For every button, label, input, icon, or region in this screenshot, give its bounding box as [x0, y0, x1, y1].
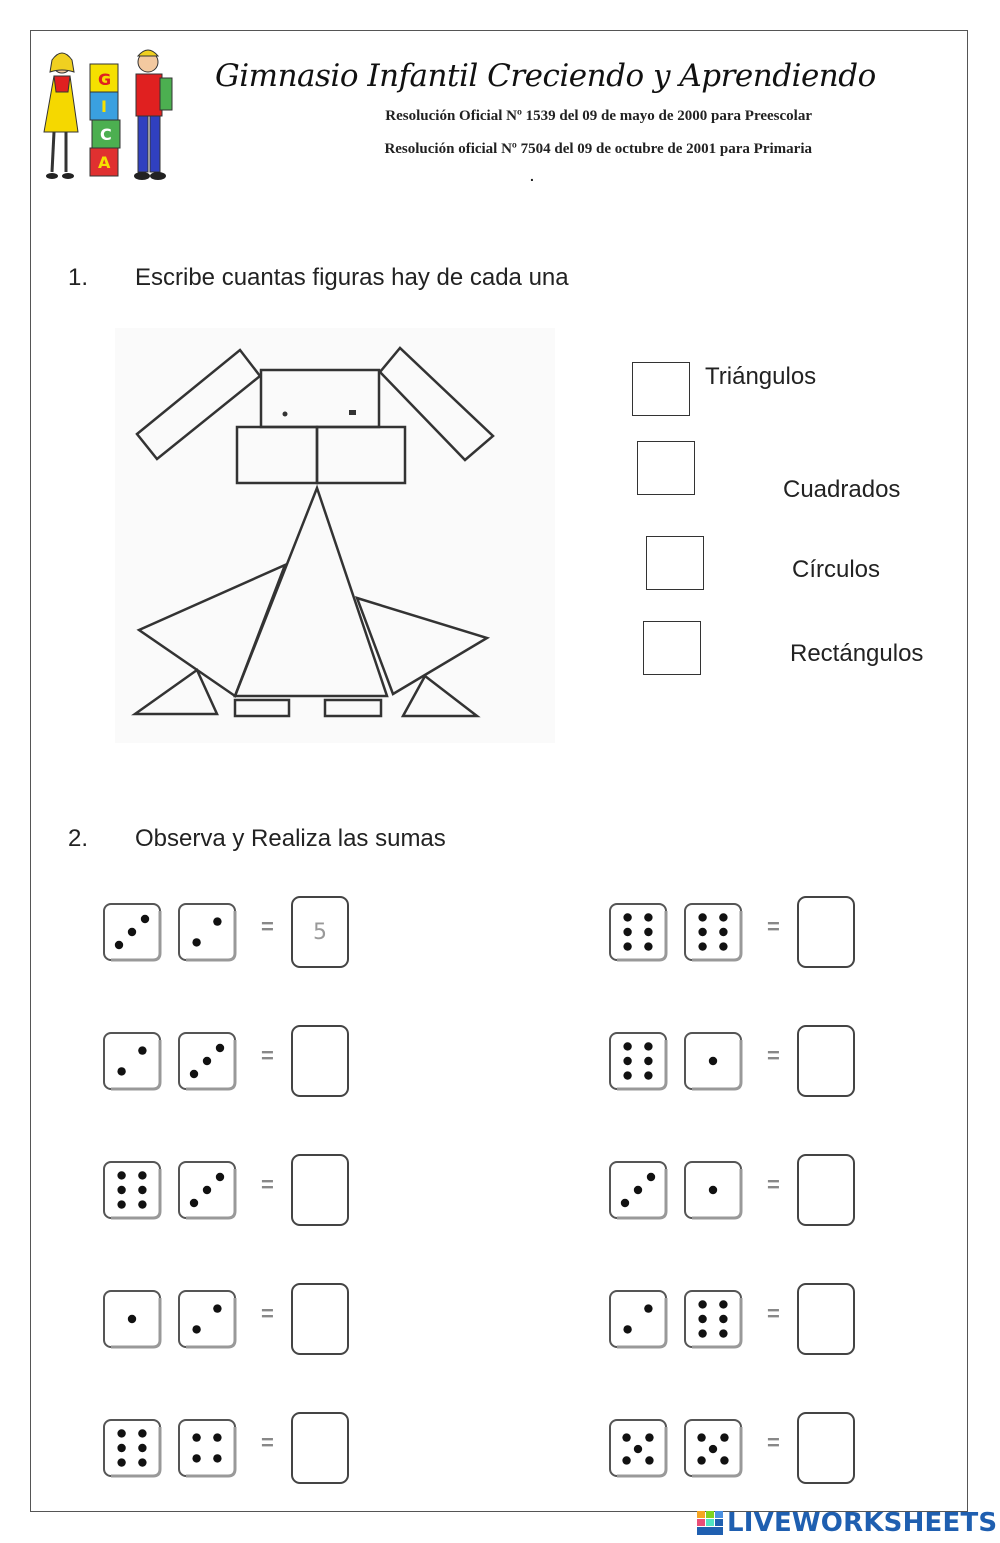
- dice-pip: [698, 913, 706, 921]
- question-2-number: 2.: [68, 825, 89, 852]
- dice-pip: [719, 1315, 727, 1323]
- dice-pip: [697, 1433, 705, 1441]
- dice-10-a: [608, 1418, 668, 1478]
- dice-pip: [192, 938, 200, 946]
- brand-name: LIVEWORKSHEETS: [727, 1508, 998, 1538]
- sum-answer-box-2[interactable]: [797, 896, 855, 968]
- sum-answer-box-8[interactable]: [797, 1283, 855, 1355]
- sum-answer-box-7[interactable]: [291, 1283, 349, 1355]
- dice-pip: [623, 1071, 631, 1079]
- liveworksheets-brand: [697, 1507, 997, 1539]
- dice-2-a: [608, 902, 668, 962]
- dice-pip: [216, 1173, 224, 1181]
- sum-answer-box-1[interactable]: 5: [291, 896, 349, 968]
- equals-sign: =: [767, 1043, 780, 1068]
- answer-box-circles[interactable]: [646, 536, 704, 590]
- dice-pip: [644, 913, 652, 921]
- dice-pip: [644, 1304, 652, 1312]
- dice-pip: [645, 1433, 653, 1441]
- dice-pip: [117, 1067, 125, 1075]
- dice-pip: [645, 1456, 653, 1464]
- dice-9-b: [177, 1418, 237, 1478]
- dice-7-a: [102, 1289, 162, 1349]
- sum-answer-box-4[interactable]: [797, 1025, 855, 1097]
- dice-pip: [634, 1186, 642, 1194]
- dice-pip: [203, 1186, 211, 1194]
- dice-pip: [117, 1429, 125, 1437]
- dice-8-b: [683, 1289, 743, 1349]
- dice-4-a: [608, 1031, 668, 1091]
- school-logo: [40, 42, 190, 192]
- answer-box-rectangles[interactable]: [643, 621, 701, 675]
- dice-pip: [138, 1186, 146, 1194]
- label-triangles: Triángulos: [705, 363, 817, 390]
- dice-pip: [128, 1315, 136, 1323]
- dice-pip: [213, 917, 221, 925]
- dice-pip: [622, 1433, 630, 1441]
- dice-pip: [138, 1429, 146, 1437]
- equals-sign: =: [261, 914, 274, 939]
- dice-pip: [117, 1444, 125, 1452]
- dice-pip: [697, 1456, 705, 1464]
- liveworksheets-logo-icon: [697, 1510, 723, 1536]
- dice-8-a: [608, 1289, 668, 1349]
- dice-pip: [719, 913, 727, 921]
- dice-pip: [698, 942, 706, 950]
- dice-3-a: [102, 1031, 162, 1091]
- dice-pip: [698, 928, 706, 936]
- dice-pip: [141, 915, 149, 923]
- label-squares: Cuadrados: [783, 476, 901, 503]
- dice-pip: [138, 1458, 146, 1466]
- dice-pip: [644, 1042, 652, 1050]
- dice-pip: [698, 1300, 706, 1308]
- dice-pip: [117, 1186, 125, 1194]
- logo-letter-a: A: [98, 153, 111, 172]
- dice-pip: [644, 1057, 652, 1065]
- dice-pip: [192, 1433, 200, 1441]
- logo-letter-g: G: [98, 70, 112, 89]
- dice-10-b: [683, 1418, 743, 1478]
- dice-pip: [213, 1304, 221, 1312]
- dice-pip: [192, 1325, 200, 1333]
- sum-answer-box-9[interactable]: [291, 1412, 349, 1484]
- dice-pip: [623, 1057, 631, 1065]
- question-1-text: Escribe cuantas figuras hay de cada una: [135, 264, 569, 291]
- equals-sign: =: [261, 1043, 274, 1068]
- dice-1-b: [177, 902, 237, 962]
- question-2-title: [68, 825, 446, 853]
- dice-2-b: [683, 902, 743, 962]
- question-1-number: 1.: [68, 264, 89, 291]
- resolution-preschool: Resolución Oficial Nº 1539 del 09 de mayo de 2000 para Preescolar: [385, 108, 812, 124]
- question-2-text: Observa y Realiza las sumas: [135, 825, 446, 852]
- dice-pip: [720, 1456, 728, 1464]
- dice-pip: [117, 1458, 125, 1466]
- header-dot: .: [530, 168, 534, 184]
- dice-pip: [720, 1433, 728, 1441]
- dice-pip: [644, 942, 652, 950]
- dice-pip: [623, 942, 631, 950]
- resolution-primary: Resolución oficial Nº 7504 del 09 de octubre de 2001 para Primaria: [384, 141, 812, 157]
- dice-3-b: [177, 1031, 237, 1091]
- sum-answer-box-6[interactable]: [797, 1154, 855, 1226]
- dice-pip: [698, 1329, 706, 1337]
- dice-pip: [623, 913, 631, 921]
- dice-pip: [138, 1171, 146, 1179]
- dice-pip: [192, 1454, 200, 1462]
- equals-sign: =: [767, 1172, 780, 1197]
- dice-pip: [138, 1046, 146, 1054]
- equals-sign: =: [261, 1430, 274, 1455]
- dice-4-b: [683, 1031, 743, 1091]
- dice-pip: [709, 1057, 717, 1065]
- dice-pip: [216, 1044, 224, 1052]
- dice-5-b: [177, 1160, 237, 1220]
- school-name: Gimnasio Infantil Creciendo y Aprendiendo: [215, 58, 876, 94]
- dice-pip: [623, 1325, 631, 1333]
- dice-pip: [115, 941, 123, 949]
- dice-pip: [213, 1433, 221, 1441]
- sum-answer-box-5[interactable]: [291, 1154, 349, 1226]
- logo-letter-i: I: [101, 97, 107, 116]
- dice-pip: [117, 1171, 125, 1179]
- dice-pip: [719, 1300, 727, 1308]
- answer-box-squares[interactable]: [637, 441, 695, 495]
- dice-pip: [213, 1454, 221, 1462]
- logo-letter-c: C: [100, 125, 112, 144]
- dice-pip: [644, 1071, 652, 1079]
- sum-answer-box-10[interactable]: [797, 1412, 855, 1484]
- dice-pip: [719, 942, 727, 950]
- answer-box-triangles[interactable]: [632, 362, 690, 416]
- dice-pip: [622, 1456, 630, 1464]
- shapes-dog-figure: [115, 328, 555, 743]
- dice-6-b: [683, 1160, 743, 1220]
- dice-1-a: [102, 902, 162, 962]
- dice-pip: [647, 1173, 655, 1181]
- left-eye: [283, 412, 288, 417]
- dice-pip: [203, 1057, 211, 1065]
- equals-sign: =: [767, 1430, 780, 1455]
- dice-pip: [117, 1200, 125, 1208]
- dice-9-a: [102, 1418, 162, 1478]
- dice-pip: [190, 1070, 198, 1078]
- label-circles: Círculos: [792, 556, 881, 583]
- sum-answer-box-3[interactable]: [291, 1025, 349, 1097]
- dice-pip: [621, 1199, 629, 1207]
- label-rectangles: Rectángulos: [790, 640, 924, 667]
- dice-pip: [644, 928, 652, 936]
- equals-sign: =: [767, 914, 780, 939]
- dice-pip: [698, 1315, 706, 1323]
- equals-sign: =: [261, 1172, 274, 1197]
- question-1-title: [68, 264, 569, 292]
- dice-pip: [709, 1186, 717, 1194]
- equals-sign: =: [261, 1301, 274, 1326]
- dice-pip: [634, 1445, 642, 1453]
- dice-pip: [138, 1444, 146, 1452]
- dice-pip: [719, 1329, 727, 1337]
- dice-pip: [623, 1042, 631, 1050]
- dice-pip: [623, 928, 631, 936]
- dice-pip: [190, 1199, 198, 1207]
- dice-5-a: [102, 1160, 162, 1220]
- dice-6-a: [608, 1160, 668, 1220]
- dice-pip: [128, 928, 136, 936]
- dice-pip: [138, 1200, 146, 1208]
- equals-sign: =: [767, 1301, 780, 1326]
- dice-pip: [719, 928, 727, 936]
- right-eye: [349, 410, 356, 415]
- dice-7-b: [177, 1289, 237, 1349]
- dice-pip: [709, 1445, 717, 1453]
